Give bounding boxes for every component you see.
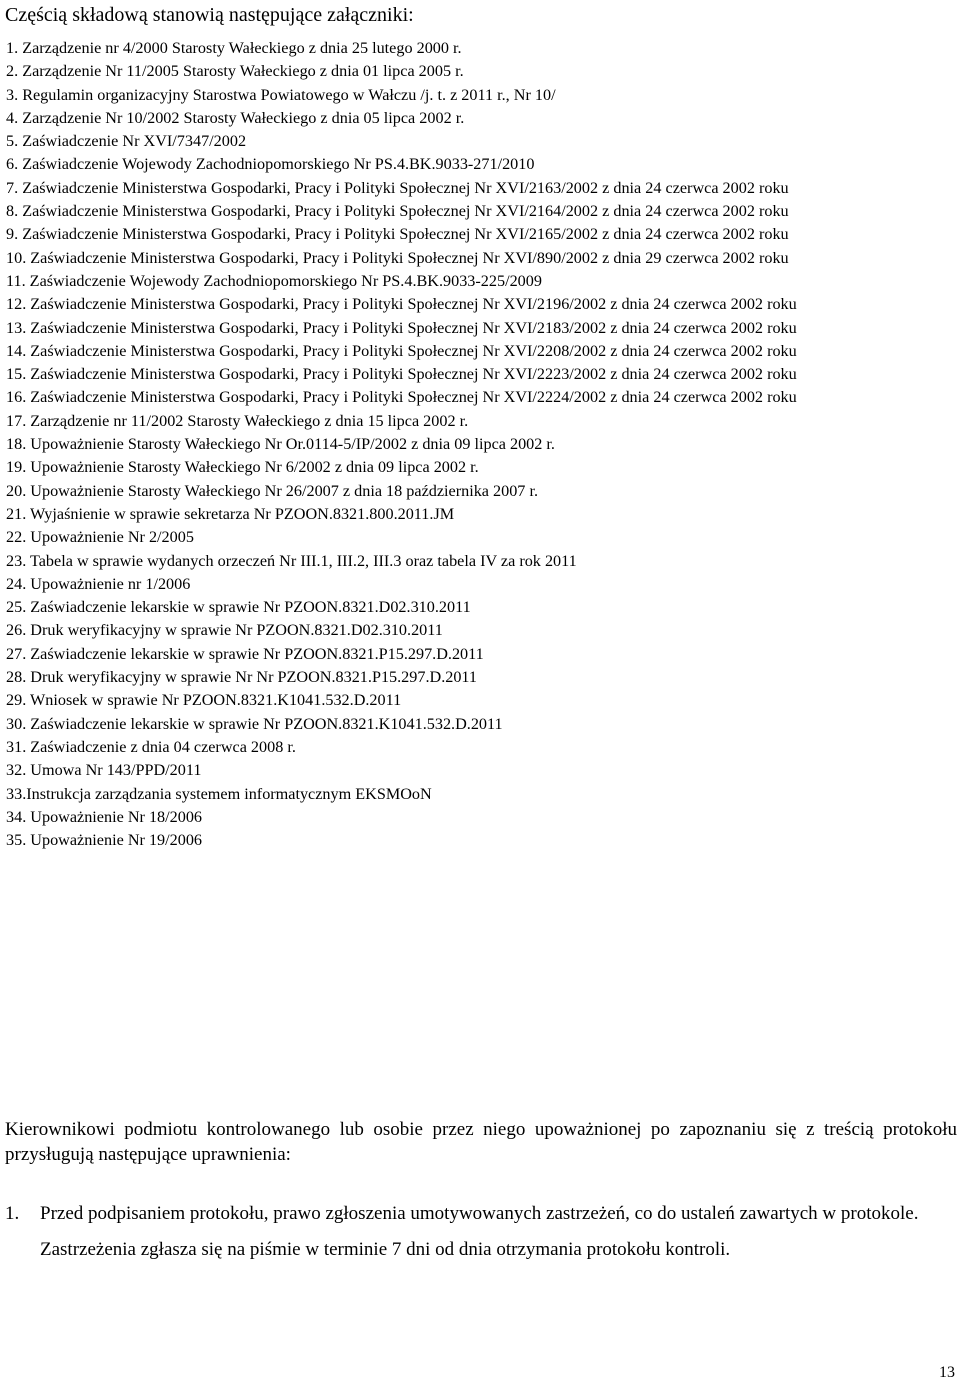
list-item: 23. Tabela w sprawie wydanych orzeczeń Nr III.1, III.2, III.3 oraz tabela IV za rok 2011 — [6, 551, 577, 570]
list-item: 1. Zarządzenie nr 4/2000 Starosty Wałeckiego z dnia 25 lutego 2000 r. — [6, 39, 462, 57]
list-item: 12. Zaświadczenie Ministerstwa Gospodarki, Pracy i Polityki Społecznej Nr XVI/2196/2002 z dnia 24 czerwca 2002 roku — [6, 295, 797, 314]
list-item: 15. Zaświadczenie Ministerstwa Gospodarki, Pracy i Polityki Społecznej Nr XVI/2223/2002 z dnia 24 czerwca 2002 roku — [6, 365, 797, 384]
rights-item-text: Przed podpisaniem protokołu, prawo zgłoszenia umotywowanych zastrzeżeń, co do ustaleń zawartych w protokole. — [40, 1203, 919, 1224]
list-item: 31. Zaświadczenie z dnia 04 czerwca 2008 r. — [6, 737, 296, 756]
list-item: 25. Zaświadczenie lekarskie w sprawie Nr PZOON.8321.D02.310.2011 — [6, 598, 471, 617]
list-item: 29. Wniosek w sprawie Nr PZOON.8321.K1041.532.D.2011 — [6, 691, 402, 710]
rights-item-number: 1. — [5, 1203, 20, 1224]
list-item: 26. Druk weryfikacyjny w sprawie Nr PZOON.8321.D02.310.2011 — [6, 621, 443, 640]
list-item: 19. Upoważnienie Starosty Wałeckiego Nr 6/2002 z dnia 09 lipca 2002 r. — [6, 458, 479, 477]
list-item: 32. Umowa Nr 143/PPD/2011 — [6, 761, 202, 780]
list-item: 24. Upoważnienie nr 1/2006 — [6, 574, 191, 593]
list-item: 14. Zaświadczenie Ministerstwa Gospodarki, Pracy i Polityki Społecznej Nr XVI/2208/2002 z dnia 24 czerwca 2002 roku — [6, 341, 797, 360]
rights-item-note: Zastrzeżenia zgłasza się na piśmie w terminie 7 dni od dnia otrzymania protokołu kontroli. — [40, 1239, 731, 1260]
list-item: 9. Zaświadczenie Ministerstwa Gospodarki, Pracy i Polityki Społecznej Nr XVI/2165/2002 z dnia 24 czerwca 2002 roku — [6, 225, 789, 244]
rights-list — [5, 1200, 957, 1264]
list-item: 34. Upoważnienie Nr 18/2006 — [6, 807, 203, 826]
list-item: 13. Zaświadczenie Ministerstwa Gospodarki, Pracy i Polityki Społecznej Nr XVI/2183/2002 z dnia 24 czerwca 2002 roku — [6, 318, 797, 337]
list-item: 22. Upoważnienie Nr 2/2005 — [6, 528, 194, 547]
list-item: 20. Upoważnienie Starosty Wałeckiego Nr 26/2007 z dnia 18 października 2007 r. — [6, 481, 538, 500]
list-item: 16. Zaświadczenie Ministerstwa Gospodarki, Pracy i Polityki Społecznej Nr XVI/2224/2002 z dnia 24 czerwca 2002 roku — [6, 388, 797, 407]
attachments-list — [6, 37, 958, 852]
list-item: 28. Druk weryfikacyjny w sprawie Nr Nr PZOON.8321.P15.297.D.2011 — [6, 668, 478, 687]
list-item: 35. Upoważnienie Nr 19/2006 — [6, 831, 203, 850]
list-item: 10. Zaświadczenie Ministerstwa Gospodarki, Pracy i Polityki Społecznej Nr XVI/890/2002 z dnia 29 czerwca 2002 roku — [6, 248, 789, 267]
list-item: 7. Zaświadczenie Ministerstwa Gospodarki, Pracy i Polityki Społecznej Nr XVI/2163/2002 z dnia 24 czerwca 2002 roku — [6, 178, 789, 197]
list-item: 30. Zaświadczenie lekarskie w sprawie Nr PZOON.8321.K1041.532.D.2011 — [6, 714, 503, 733]
list-item: 17. Zarządzenie nr 11/2002 Starosty Wałeckiego z dnia 15 lipca 2002 r. — [6, 411, 469, 430]
list-item: 11. Zaświadczenie Wojewody Zachodniopomorskiego Nr PS.4.BK.9033-225/2009 — [6, 271, 542, 290]
rights-intro-paragraph: Kierownikowi podmiotu kontrolowanego lub osobie przez niego upoważnionej po zapoznaniu się z treścią protokołu przysługują następujące uprawnienia: — [5, 1119, 957, 1165]
list-item: 6. Zaświadczenie Wojewody Zachodniopomorskiego Nr PS.4.BK.9033-271/2010 — [6, 155, 535, 174]
list-item: 27. Zaświadczenie lekarskie w sprawie Nr PZOON.8321.P15.297.D.2011 — [6, 644, 484, 663]
list-item: 33.Instrukcja zarządzania systemem informatycznym EKSMOoN — [6, 784, 432, 803]
attachments-heading: Częścią składową stanowią następujące załączniki: — [5, 4, 414, 26]
list-item: 4. Zarządzenie Nr 10/2002 Starosty Wałeckiego z dnia 05 lipca 2002 r. — [6, 108, 465, 127]
list-item: 18. Upoważnienie Starosty Wałeckiego Nr Or.0114-5/IP/2002 z dnia 09 lipca 2002 r. — [6, 435, 555, 454]
list-item: 3. Regulamin organizacyjny Starostwa Powiatowego w Wałczu /j. t. z 2011 r., Nr 10/ — [6, 85, 556, 104]
list-item: 21. Wyjaśnienie w sprawie sekretarza Nr PZOON.8321.800.2011.JM — [6, 504, 455, 523]
rights-item — [5, 1200, 957, 1228]
page-number: 13 — [939, 1364, 955, 1381]
list-item: 5. Zaświadczenie Nr XVI/7347/2002 — [6, 132, 247, 151]
list-item: 2. Zarządzenie Nr 11/2005 Starosty Wałeckiego z dnia 01 lipca 2005 r. — [6, 62, 464, 81]
list-item: 8. Zaświadczenie Ministerstwa Gospodarki, Pracy i Polityki Społecznej Nr XVI/2164/2002 z dnia 24 czerwca 2002 roku — [6, 202, 789, 221]
